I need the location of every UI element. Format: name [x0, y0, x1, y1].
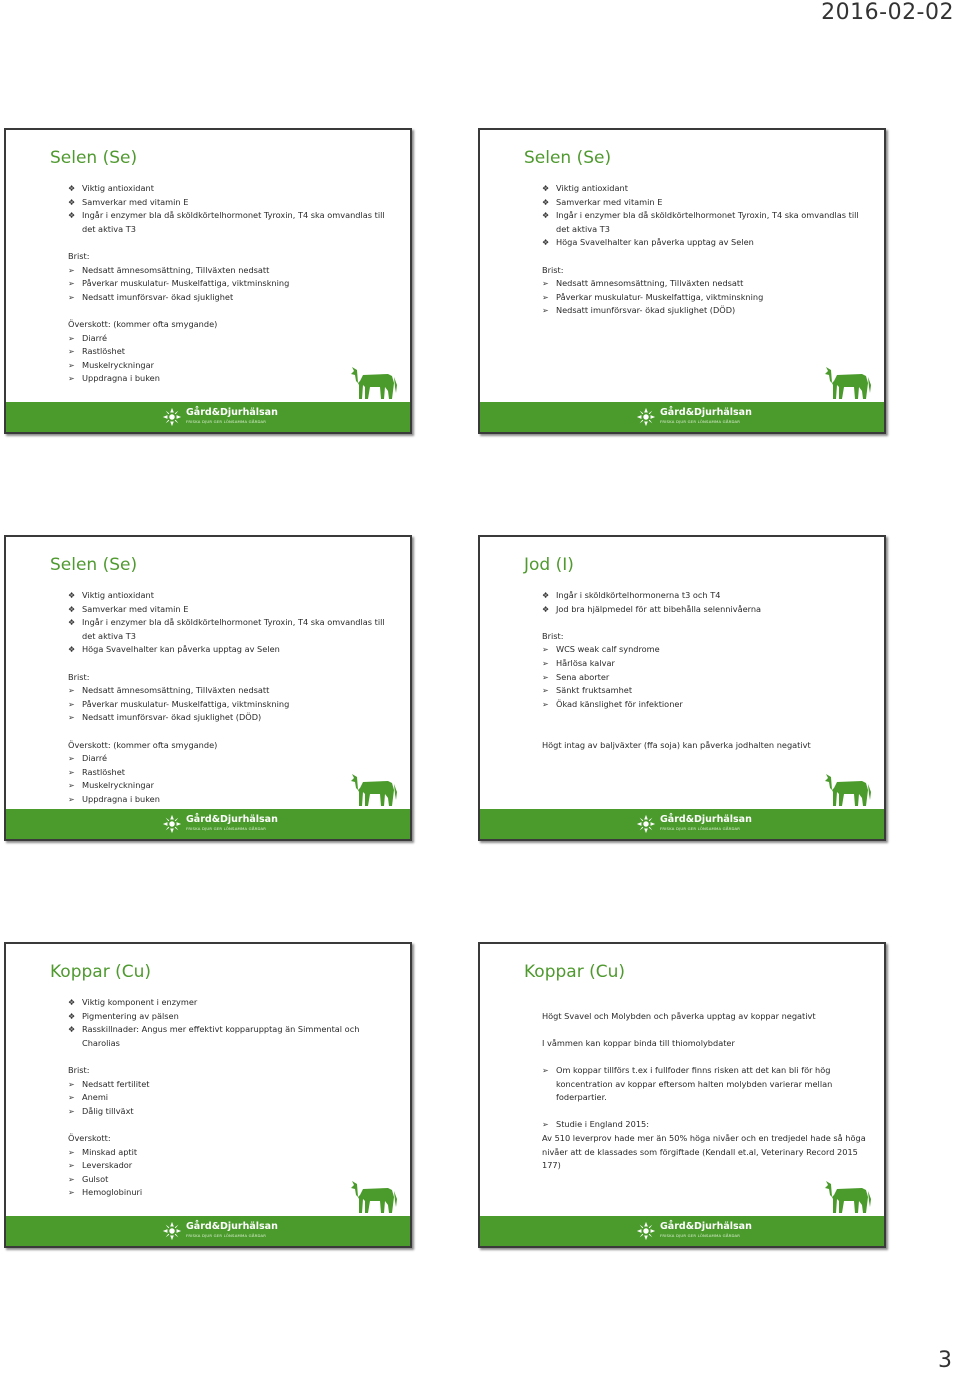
- line-text: Nedsatt fertilitet: [82, 1078, 150, 1089]
- bullet-item: [68, 793, 392, 807]
- brand-logo: [636, 813, 752, 835]
- cow-icon: [348, 1175, 398, 1215]
- line-text: Viktig antioxidant: [556, 183, 628, 193]
- text-line: [68, 1132, 392, 1146]
- bullet-item: [542, 277, 866, 291]
- cow-icon: [822, 1175, 872, 1215]
- bullet-item: [542, 182, 866, 196]
- line-text: Om koppar tillförs t.ex i fullfoder finns risken att det kan bli för hög koncentration av koppar eftersom halten molybden varierar mellan foderpartier.: [556, 1064, 833, 1103]
- line-text: Samverkar med vitamin E: [556, 196, 663, 207]
- line-text: Rastlöshet: [82, 766, 125, 777]
- line-text: Högt intag av baljväxter (ffa soja) kan påverka jodhalten negativt: [542, 739, 811, 750]
- slide-footer-bar: [480, 809, 884, 839]
- arrow-bullet-icon: ➢: [542, 699, 549, 709]
- line-text: Uppdragna i buken: [82, 793, 160, 804]
- logo-icon: [636, 407, 656, 427]
- line-text: Gulsot: [82, 1173, 109, 1184]
- brand-name: Gård&Djurhälsan: [660, 814, 752, 825]
- page-date: 2016-02-02: [821, 0, 954, 25]
- line-text: Nedsatt imunförsvar- ökad sjuklighet (DÖD): [82, 712, 262, 723]
- slide-6: [478, 942, 886, 1248]
- cow-image: [348, 361, 398, 401]
- text-line: [542, 1037, 866, 1051]
- arrow-bullet-icon: ➢: [68, 374, 75, 384]
- arrow-bullet-icon: ➢: [68, 699, 75, 709]
- bullet-item: [68, 603, 392, 617]
- slide-1: [4, 128, 412, 434]
- line-text: Nedsatt imunförsvar- ökad sjuklighet: [82, 291, 234, 302]
- line-text: Rastlöshet: [82, 346, 125, 357]
- line-text: Nedsatt ämnesomsättning, Tillväxten nedsatt: [556, 278, 744, 289]
- bullet-item: [542, 603, 866, 617]
- text-line: [68, 318, 392, 332]
- bullet-item: [68, 1091, 392, 1105]
- slide-body: [68, 589, 392, 807]
- slide-title: Selen (Se): [50, 555, 138, 575]
- line-text: Nedsatt ämnesomsättning, Tillväxten nedsatt: [82, 264, 270, 275]
- line-text: Diarré: [82, 753, 108, 764]
- brand-logo: [636, 1220, 752, 1242]
- line-text: Rasskillnader: Angus mer effektivt kopparupptag än Simmental och Charolias: [82, 1024, 360, 1048]
- diamond-bullet-icon: ❖: [542, 184, 550, 193]
- bullet-item: [542, 589, 866, 603]
- arrow-bullet-icon: ➢: [68, 713, 75, 723]
- logo-icon: [162, 1221, 182, 1241]
- line-text: Överskott: (kommer ofta smygande): [68, 318, 218, 329]
- diamond-bullet-icon: ❖: [68, 184, 76, 193]
- diamond-bullet-icon: ❖: [68, 211, 76, 221]
- arrow-bullet-icon: ➢: [542, 292, 549, 302]
- bullet-item: [68, 372, 392, 386]
- line-text: Minskad aptit: [82, 1146, 138, 1157]
- line-text: Överskott:: [68, 1132, 111, 1143]
- line-text: Anemi: [82, 1092, 109, 1103]
- slide-body: [542, 589, 866, 752]
- cow-image: [822, 768, 872, 808]
- line-text: Brist:: [68, 1064, 90, 1075]
- bullet-item: [68, 711, 392, 725]
- text-line: [542, 1132, 866, 1173]
- line-text: Överskott: (kommer ofta smygande): [68, 739, 218, 750]
- arrow-bullet-icon: ➢: [542, 306, 549, 316]
- arrow-bullet-icon: ➢: [68, 279, 75, 289]
- arrow-bullet-icon: ➢: [542, 279, 549, 289]
- bullet-item: [68, 779, 392, 793]
- diamond-bullet-icon: ❖: [68, 618, 76, 628]
- diamond-bullet-icon: ❖: [542, 211, 550, 221]
- brand-logo: [162, 406, 278, 428]
- line-text: Påverkar muskulatur- Muskelfattiga, viktminskning: [82, 278, 290, 289]
- bullet-item: [542, 698, 866, 712]
- arrow-bullet-icon: ➢: [542, 686, 549, 696]
- line-text: Ingår i enzymer bla då sköldkörtelhormonet Tyroxin, T4 ska omvandlas till det aktiva T3: [82, 210, 385, 234]
- text-line: [68, 250, 392, 264]
- bullet-item: [68, 359, 392, 373]
- arrow-bullet-icon: ➢: [68, 347, 75, 357]
- line-text: Jod bra hjälpmedel för att bibehålla selennivåerna: [556, 603, 762, 614]
- brand-tagline: FRISKA DJUR GER LÖNSAMMA GÅRDAR: [186, 419, 267, 424]
- diamond-bullet-icon: ❖: [68, 604, 76, 614]
- slide-body: [68, 996, 392, 1200]
- text-line: [542, 630, 866, 644]
- bullet-item: [542, 236, 866, 250]
- bullet-item: [68, 752, 392, 766]
- arrow-bullet-icon: ➢: [68, 360, 75, 370]
- arrow-bullet-icon: ➢: [68, 767, 75, 777]
- slide-5: [4, 942, 412, 1248]
- slide-title: Selen (Se): [50, 148, 138, 168]
- bullet-item: [68, 1023, 392, 1050]
- line-text: Viktig antioxidant: [82, 590, 154, 600]
- line-text: Ingår i enzymer bla då sköldkörtelhormonet Tyroxin, T4 ska omvandlas till det aktiva T3: [82, 617, 385, 641]
- text-line: [542, 739, 866, 753]
- brand-logo: [162, 813, 278, 835]
- slide-body: [68, 182, 392, 386]
- brand-logo: [636, 406, 752, 428]
- bullet-item: [68, 1078, 392, 1092]
- arrow-bullet-icon: ➢: [68, 686, 75, 696]
- bullet-item: [68, 1159, 392, 1173]
- line-text: Brist:: [68, 671, 90, 682]
- arrow-bullet-icon: ➢: [68, 781, 75, 791]
- line-text: Nedsatt imunförsvar- ökad sjuklighet (DÖD): [556, 305, 736, 316]
- diamond-bullet-icon: ❖: [542, 197, 550, 207]
- arrow-bullet-icon: ➢: [68, 794, 75, 804]
- line-text: Påverkar muskulatur- Muskelfattiga, viktminskning: [82, 698, 290, 709]
- bullet-item: [542, 209, 866, 236]
- cow-image: [348, 1175, 398, 1215]
- bullet-item: [542, 1118, 866, 1132]
- bullet-item: [68, 766, 392, 780]
- bullet-item: [68, 1173, 392, 1187]
- brand-name: Gård&Djurhälsan: [186, 1221, 278, 1232]
- bullet-item: [68, 182, 392, 196]
- bullet-item: [68, 698, 392, 712]
- line-text: Ingår i enzymer bla då sköldkörtelhormonet Tyroxin, T4 ska omvandlas till det aktiva T3: [556, 210, 859, 234]
- bullet-item: [68, 1146, 392, 1160]
- slide-title: Koppar (Cu): [50, 962, 152, 982]
- line-text: Höga Svavelhalter kan påverka upptag av Selen: [82, 644, 280, 655]
- line-text: Brist:: [68, 250, 90, 261]
- line-text: Viktig komponent i enzymer: [82, 997, 198, 1007]
- cow-icon: [348, 361, 398, 401]
- diamond-bullet-icon: ❖: [68, 1011, 76, 1021]
- bullet-item: [542, 643, 866, 657]
- slide-footer-bar: [480, 1216, 884, 1246]
- arrow-bullet-icon: ➢: [542, 1120, 549, 1130]
- brand-tagline: FRISKA DJUR GER LÖNSAMMA GÅRDAR: [660, 419, 741, 424]
- slide-title: Selen (Se): [524, 148, 612, 168]
- page-number: 3: [938, 1348, 952, 1373]
- line-text: Uppdragna i buken: [82, 373, 160, 384]
- arrow-bullet-icon: ➢: [542, 1065, 549, 1075]
- bullet-item: [68, 345, 392, 359]
- line-text: Sena aborter: [556, 671, 610, 682]
- slide-body: [542, 182, 866, 318]
- logo-icon: [636, 814, 656, 834]
- diamond-bullet-icon: ❖: [68, 998, 76, 1007]
- arrow-bullet-icon: ➢: [542, 645, 549, 655]
- arrow-bullet-icon: ➢: [542, 658, 549, 668]
- line-text: Dålig tillväxt: [82, 1105, 134, 1116]
- cow-icon: [822, 768, 872, 808]
- text-line: [68, 739, 392, 753]
- bullet-item: [68, 264, 392, 278]
- line-text: Nedsatt ämnesomsättning, Tillväxten nedsatt: [82, 685, 270, 696]
- text-line: [542, 264, 866, 278]
- brand-tagline: FRISKA DJUR GER LÖNSAMMA GÅRDAR: [186, 1233, 267, 1238]
- bullet-item: [542, 304, 866, 318]
- bullet-item: [68, 196, 392, 210]
- bullet-item: [68, 616, 392, 643]
- line-text: Brist:: [542, 630, 564, 641]
- slide-footer-bar: [6, 402, 410, 432]
- line-text: Av 510 leverprov hade mer än 50% höga nivåer och en tredjedel hade så höga nivåer att de klassades som förgiftade (Kendall et.al, Veterinary Record 2015 177): [542, 1132, 866, 1171]
- cow-image: [348, 768, 398, 808]
- brand-logo: [162, 1220, 278, 1242]
- text-line: [542, 1010, 866, 1024]
- arrow-bullet-icon: ➢: [68, 1161, 75, 1171]
- bullet-item: [68, 684, 392, 698]
- bullet-item: [68, 1105, 392, 1119]
- bullet-item: [68, 332, 392, 346]
- arrow-bullet-icon: ➢: [68, 292, 75, 302]
- line-text: Påverkar muskulatur- Muskelfattiga, viktminskning: [556, 291, 764, 302]
- line-text: Samverkar med vitamin E: [82, 196, 189, 207]
- slide-footer-bar: [6, 1216, 410, 1246]
- diamond-bullet-icon: ❖: [68, 197, 76, 207]
- arrow-bullet-icon: ➢: [68, 1093, 75, 1103]
- arrow-bullet-icon: ➢: [542, 672, 549, 682]
- cow-image: [822, 361, 872, 401]
- diamond-bullet-icon: ❖: [542, 604, 550, 614]
- brand-name: Gård&Djurhälsan: [660, 407, 752, 418]
- line-text: Diarré: [82, 332, 108, 343]
- diamond-bullet-icon: ❖: [68, 591, 76, 600]
- line-text: Muskelryckningar: [82, 780, 154, 791]
- diamond-bullet-icon: ❖: [542, 591, 550, 600]
- arrow-bullet-icon: ➢: [68, 754, 75, 764]
- arrow-bullet-icon: ➢: [68, 333, 75, 343]
- line-text: Sänkt fruktsamhet: [556, 685, 633, 696]
- line-text: Viktig antioxidant: [82, 183, 154, 193]
- logo-icon: [162, 407, 182, 427]
- bullet-item: [542, 684, 866, 698]
- bullet-item: [68, 589, 392, 603]
- line-text: Höga Svavelhalter kan påverka upptag av Selen: [556, 237, 754, 248]
- slide-2: [478, 128, 886, 434]
- logo-icon: [636, 1221, 656, 1241]
- line-text: I våmmen kan koppar binda till thiomolybdater: [542, 1037, 735, 1048]
- bullet-item: [68, 1186, 392, 1200]
- brand-tagline: FRISKA DJUR GER LÖNSAMMA GÅRDAR: [186, 826, 267, 831]
- cow-image: [822, 1175, 872, 1215]
- slide-footer-bar: [480, 402, 884, 432]
- line-text: Högt Svavel och Molybden och påverka upptag av koppar negativt: [542, 1010, 816, 1021]
- line-text: Leverskador: [82, 1160, 133, 1171]
- slide-3: [4, 535, 412, 841]
- bullet-item: [542, 1064, 866, 1105]
- bullet-item: [542, 196, 866, 210]
- slide-4: [478, 535, 886, 841]
- bullet-item: [542, 657, 866, 671]
- line-text: Muskelryckningar: [82, 359, 154, 370]
- arrow-bullet-icon: ➢: [68, 265, 75, 275]
- slide-title: Koppar (Cu): [524, 962, 626, 982]
- bullet-item: [68, 1010, 392, 1024]
- brand-tagline: FRISKA DJUR GER LÖNSAMMA GÅRDAR: [660, 826, 741, 831]
- slide-title: Jod (I): [524, 555, 574, 575]
- bullet-item: [68, 209, 392, 236]
- line-text: Hemoglobinuri: [82, 1187, 143, 1198]
- line-text: Samverkar med vitamin E: [82, 603, 189, 614]
- text-line: [68, 671, 392, 685]
- cow-icon: [822, 361, 872, 401]
- line-text: Studie i England 2015:: [556, 1119, 650, 1130]
- diamond-bullet-icon: ❖: [68, 1025, 76, 1035]
- cow-icon: [348, 768, 398, 808]
- arrow-bullet-icon: ➢: [68, 1188, 75, 1198]
- slide-body: [542, 996, 866, 1173]
- bullet-item: [542, 291, 866, 305]
- line-text: Hårlösa kalvar: [556, 657, 615, 668]
- line-text: Ingår i sköldkörtelhormonerna t3 och T4: [556, 590, 721, 600]
- brand-name: Gård&Djurhälsan: [186, 814, 278, 825]
- line-text: Pigmentering av pälsen: [82, 1010, 179, 1021]
- brand-name: Gård&Djurhälsan: [186, 407, 278, 418]
- brand-tagline: FRISKA DJUR GER LÖNSAMMA GÅRDAR: [660, 1233, 741, 1238]
- diamond-bullet-icon: ❖: [542, 238, 550, 248]
- line-text: WCS weak calf syndrome: [556, 644, 660, 655]
- arrow-bullet-icon: ➢: [68, 1079, 75, 1089]
- arrow-bullet-icon: ➢: [68, 1106, 75, 1116]
- brand-name: Gård&Djurhälsan: [660, 1221, 752, 1232]
- text-line: [68, 1064, 392, 1078]
- line-text: Brist:: [542, 264, 564, 275]
- line-text: Ökad känslighet för infektioner: [556, 698, 683, 709]
- logo-icon: [162, 814, 182, 834]
- arrow-bullet-icon: ➢: [68, 1147, 75, 1157]
- slide-footer-bar: [6, 809, 410, 839]
- bullet-item: [542, 671, 866, 685]
- diamond-bullet-icon: ❖: [68, 645, 76, 655]
- bullet-item: [68, 643, 392, 657]
- bullet-item: [68, 291, 392, 305]
- arrow-bullet-icon: ➢: [68, 1174, 75, 1184]
- bullet-item: [68, 277, 392, 291]
- bullet-item: [68, 996, 392, 1010]
